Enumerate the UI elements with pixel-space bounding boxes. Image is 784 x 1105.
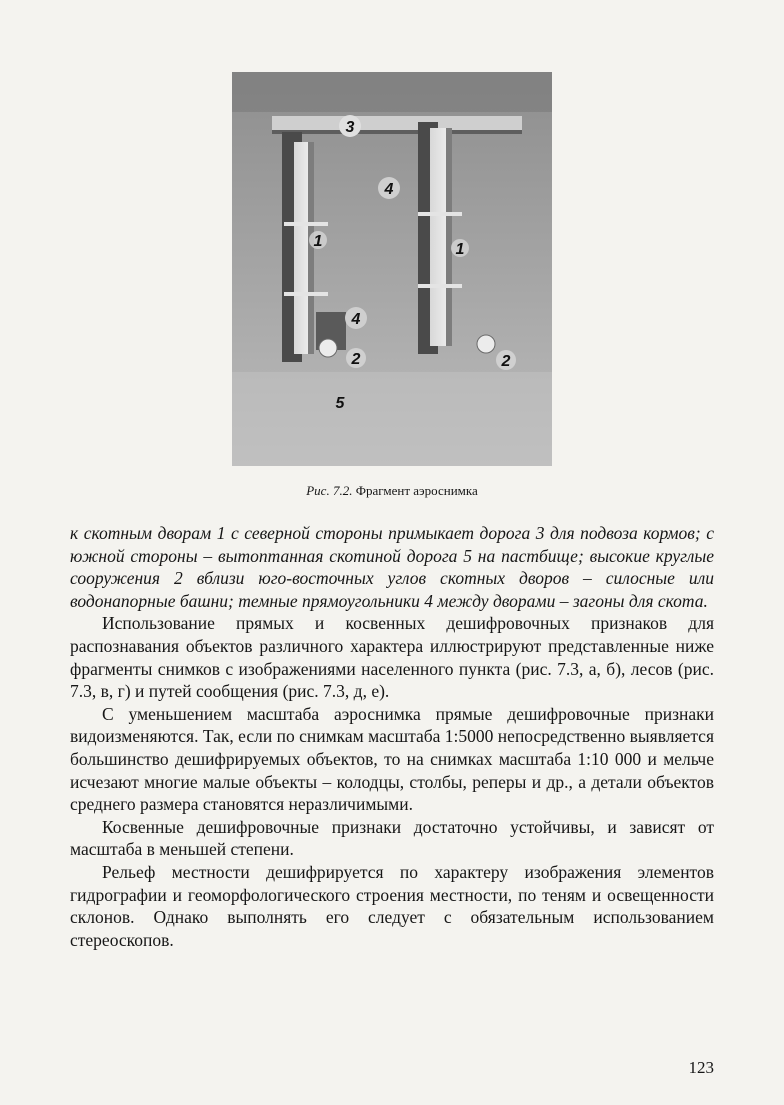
- paragraph-1: к скотным дворам 1 с северной стороны примыкает дорога 3 для подвоза кормов; с южной стороны – вытоптанная скотиной дорога 5 на пастбище; высокие круглые сооружения 2 вблизи юго-восточных углов скотных дворов – силосные или водонапорные башни; темные прямоугольники 4 между дворами – загоны для скота.: [70, 523, 714, 611]
- caption-text: Фрагмент аэроснимка: [355, 483, 478, 498]
- label-2a: 2: [351, 351, 361, 368]
- label-1b: 1: [455, 241, 465, 258]
- figure-caption: [0, 483, 784, 499]
- aerial-photo: [232, 72, 552, 466]
- body-text: [70, 522, 714, 951]
- caption-label: Рис. 7.2.: [306, 483, 353, 498]
- paragraph-3: С уменьшением масштаба аэроснимка прямые дешифровочные признаки видоизменяются. Так, если по снимкам масштаба 1:5000 непосредственно выявляется большинство дешифрируемых объектов, то на снимках масштаба 1:10 000 и мельче исчезают многие малые объекты – колодцы, столбы, реперы и др., а детали объектов среднего размера становятся неразличимыми.: [70, 703, 714, 815]
- label-5: 5: [335, 395, 345, 412]
- page-number: 123: [688, 1058, 714, 1077]
- label-2b: 2: [501, 353, 511, 370]
- label-4b: 4: [351, 311, 361, 328]
- label-4a: 4: [384, 181, 394, 198]
- label-3: 3: [345, 119, 355, 136]
- paragraph-4: Косвенные дешифровочные признаки достаточно устойчивы, и зависят от масштаба в меньшей степени.: [70, 816, 714, 860]
- paragraph-2: Использование прямых и косвенных дешифровочных признаков для распознавания объектов различного характера иллюстрируют представленные ниже фрагменты снимков с изображениями населенного пункта (рис. 7.3, а, б), лесов (рис. 7.3, в, г) и путей сообщения (рис. 7.3, д, е).: [70, 613, 714, 702]
- label-1a: 1: [313, 233, 323, 250]
- paragraph-5: Рельеф местности дешифрируется по характеру изображения элементов гидрографии и геоморфологического строения местности, по теням и освещенности склонов. Однако выполнять его следует с обязательным использованием стереоскопов.: [70, 861, 714, 950]
